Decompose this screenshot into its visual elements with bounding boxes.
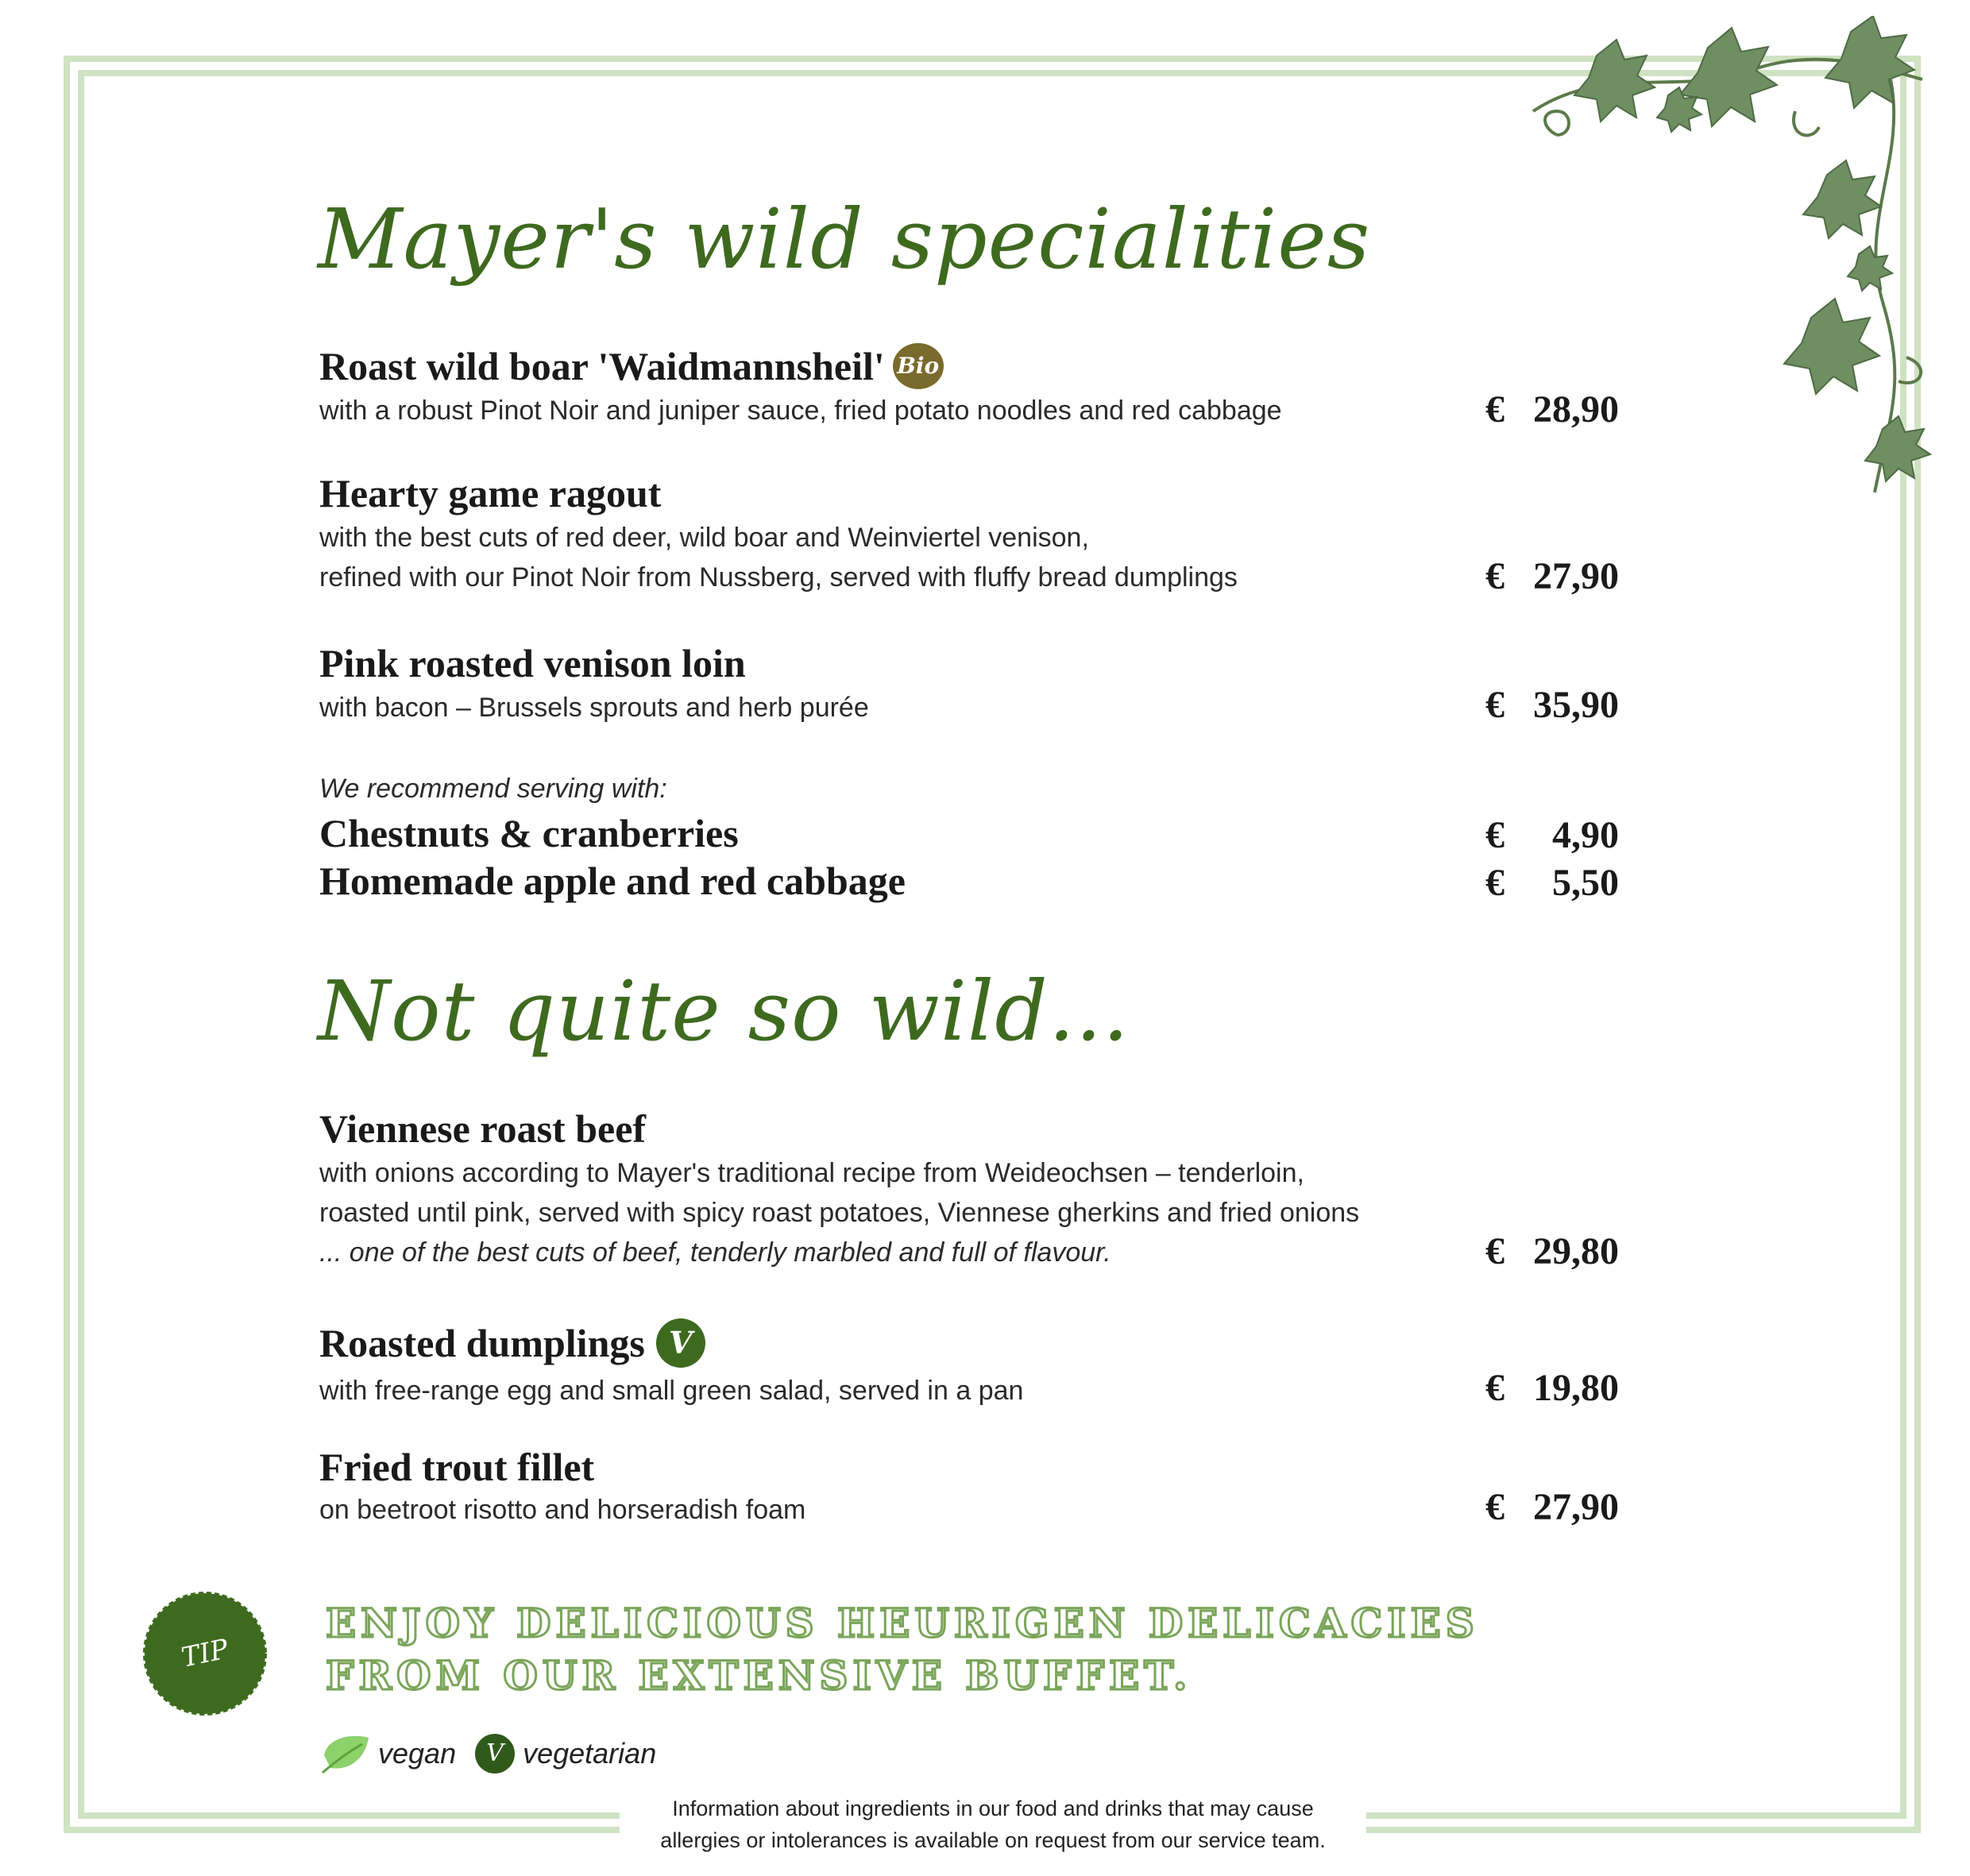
dish-desc-game-ragout-2: refined with our Pinot Noir from Nussberg, served with fluffy bread dumplings: [319, 562, 1238, 593]
legend-vegetarian-label: vegetarian: [523, 1737, 657, 1770]
dish-name-roasted-dumplings: Roasted dumplings V: [319, 1320, 705, 1372]
price-game-ragout: € 27,90: [1485, 555, 1619, 597]
dish-name-wild-boar: Roast wild boar 'Waidmannsheil' Bio: [319, 343, 944, 394]
price-chestnuts: € 4,90: [1485, 814, 1619, 856]
tip-label: TIP: [178, 1633, 232, 1674]
price-roasted-dumplings: € 19,80: [1485, 1367, 1619, 1409]
allergen-footer-note: Information about ingredients in our food and drinks that may cause allergies or intolerances is available on request from our service team.: [660, 1797, 1326, 1852]
dish-desc-game-ragout-1: with the best cuts of red deer, wild boar and Weinviertel venison,: [319, 523, 1089, 553]
dish-desc-roast-beef-2: roasted until pink, served with spicy roast potatoes, Viennese gherkins and fried onions: [319, 1198, 1360, 1228]
dish-desc-roast-beef-3: ... one of the best cuts of beef, tenderly marbled and full of flavour.: [319, 1237, 1111, 1268]
leaf-icon: [319, 1731, 372, 1776]
dish-name-game-ragout: Hearty game ragout: [319, 471, 662, 515]
vegetarian-legend-icon: V: [475, 1734, 515, 1774]
ivy-vine-icon: [1509, 16, 1954, 524]
recommend-label: We recommend serving with:: [319, 774, 667, 804]
section-title-wild-specialities: Mayer's wild specialities: [318, 191, 1371, 288]
bio-badge-icon: Bio: [893, 343, 944, 389]
diet-legend: [319, 1731, 656, 1776]
vegetarian-badge-icon: V: [656, 1318, 705, 1368]
side-name-red-cabbage: Homemade apple and red cabbage: [319, 859, 906, 903]
side-name-chestnuts: Chestnuts & cranberries: [319, 811, 739, 855]
price-wild-boar: € 28,90: [1485, 388, 1619, 430]
dish-desc-roasted-dumplings: with free-range egg and small green salad, served in a pan: [319, 1376, 1024, 1406]
dish-desc-wild-boar: with a robust Pinot Noir and juniper sauce, fried potato noodles and red cabbage: [319, 396, 1282, 426]
dish-desc-roast-beef-1: with onions according to Mayer's traditional recipe from Weideochsen – tenderloin,: [319, 1158, 1304, 1188]
price-venison-loin: € 35,90: [1485, 684, 1619, 726]
price-red-cabbage: € 5,50: [1485, 862, 1619, 904]
dish-name-venison-loin: Pink roasted venison loin: [319, 641, 746, 685]
tip-text-line-1: ENJOY DELICIOUS HEURIGEN DELICACIES: [326, 1600, 1479, 1646]
legend-vegan-label: vegan: [378, 1737, 457, 1770]
price-trout-fillet: € 27,90: [1485, 1486, 1619, 1528]
dish-name-roast-beef: Viennese roast beef: [319, 1106, 647, 1151]
dish-desc-venison-loin: with bacon – Brussels sprouts and herb purée: [319, 693, 869, 723]
dish-desc-trout-fillet: on beetroot risotto and horseradish foam: [319, 1495, 806, 1525]
price-roast-beef: € 29,80: [1485, 1230, 1619, 1272]
tip-text-line-2: FROM OUR EXTENSIVE BUFFET.: [326, 1652, 1192, 1699]
dish-name-trout-fillet: Fried trout fillet: [319, 1445, 595, 1489]
section-title-not-quite-so-wild: Not quite so wild...: [318, 963, 1130, 1060]
